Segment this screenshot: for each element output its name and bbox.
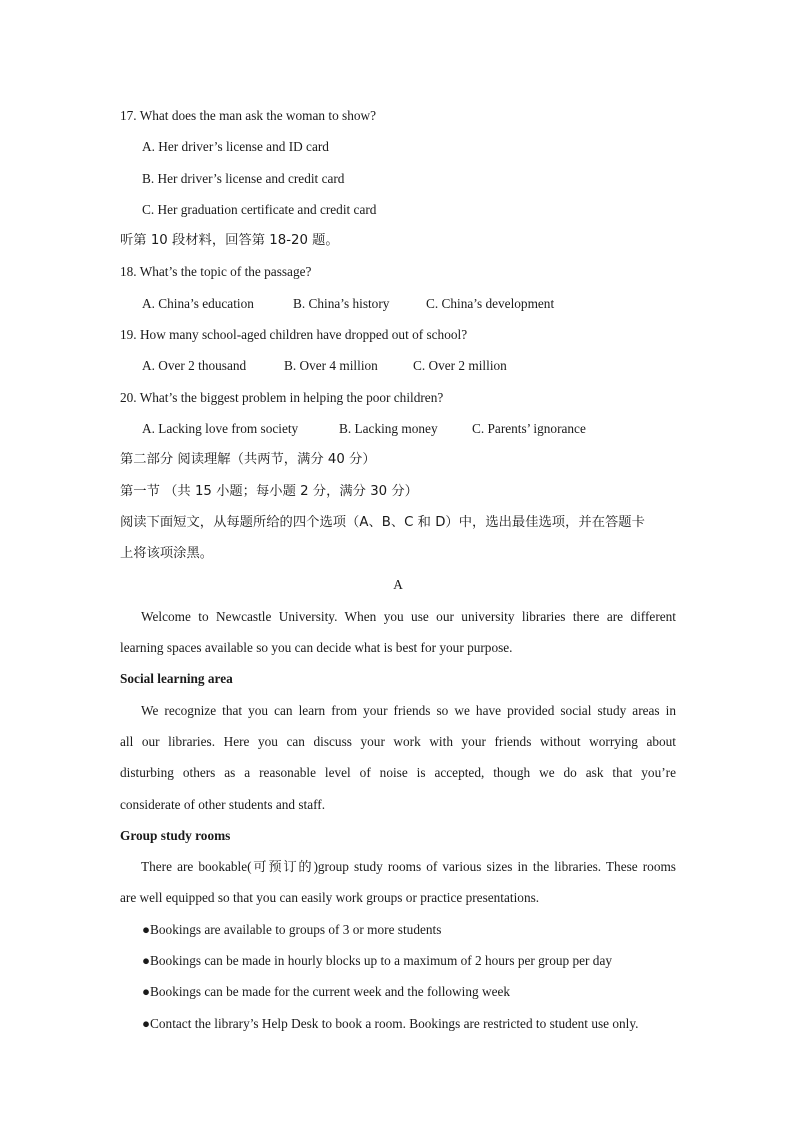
question-18-option-b: B. China’s history (293, 295, 390, 311)
question-17-option-c: C. Her graduation certificate and credit card (142, 201, 377, 217)
bullet-item: ●Bookings can be made for the current week and the following week (142, 984, 511, 1000)
reading-instruction-line-1: 阅读下面短文，从每题所给的四个选项（A、B、C 和 D）中，选出最佳选项，并在答题卡 (120, 514, 645, 530)
bullet-item: ●Bookings are available to groups of 3 or more students (142, 921, 442, 937)
social-line-3: disturbing others as a reasonable level of noise is accepted, though we do ask that you’re (120, 765, 676, 781)
bullet-item: ●Bookings can be made in hourly blocks up to a maximum of 2 hours per group per day (142, 953, 613, 969)
passage-label: A (393, 577, 403, 593)
social-line-1: We recognize that you can learn from your friends so we have provided social study areas in (141, 702, 676, 718)
question-20-option-c: C. Parents’ ignorance (472, 420, 586, 436)
group-paragraph (120, 851, 676, 914)
intro-line-1: Welcome to Newcastle University. When you use our university libraries there are different (141, 608, 676, 624)
section-1-title: 第一节 （共 15 小题；每小题 2 分，满分 30 分） (120, 483, 418, 499)
question-20-options (120, 413, 676, 444)
social-paragraph (120, 695, 676, 820)
intro-line-2: learning spaces available so you can decide what is best for your purpose. (120, 640, 513, 656)
question-19-stem: 19. How many school-aged children have dropped out of school? (120, 327, 468, 343)
instruction-material-10: 听第 10 段材料，回答第 18-20 题。 (120, 233, 339, 249)
question-20-option-b: B. Lacking money (339, 420, 438, 436)
social-learning-heading: Social learning area (120, 671, 233, 687)
question-20-stem: 20. What’s the biggest problem in helping the poor children? (120, 389, 444, 405)
social-line-4: considerate of other students and staff. (120, 796, 326, 812)
question-17-stem: 17. What does the man ask the woman to show? (120, 108, 377, 123)
question-19-option-c: C. Over 2 million (413, 358, 507, 374)
question-19-options (120, 350, 676, 381)
bullet-item: ●Contact the library’s Help Desk to book a room. Bookings are restricted to student use only. (142, 1015, 639, 1031)
reading-instruction-line-2: 上将该项涂黑。 (120, 546, 214, 562)
question-18-option-c: C. China’s development (426, 295, 555, 311)
question-18-options (120, 288, 676, 319)
question-19-option-b: B. Over 4 million (284, 358, 378, 374)
question-18-stem: 18. What’s the topic of the passage? (120, 264, 312, 280)
group-study-heading: Group study rooms (120, 827, 231, 843)
question-19-option-a: A. Over 2 thousand (142, 358, 247, 374)
question-20-option-a: A. Lacking love from society (142, 420, 299, 436)
social-line-2: all our libraries. Here you can discuss your work with your friends without worrying about (120, 733, 676, 749)
question-17-option-b: B. Her driver’s license and credit card (142, 170, 345, 186)
document-page (120, 100, 676, 1039)
group-line-1: There are bookable(可预订的)group study rooms of various sizes in the libraries. These rooms (141, 859, 676, 875)
intro-paragraph (120, 601, 676, 664)
question-18-option-a: A. China’s education (142, 295, 254, 311)
group-line-2: are well equipped so that you can easily work groups or practice presentations. (120, 890, 540, 906)
part-2-title: 第二部分 阅读理解（共两节，满分 40 分） (120, 452, 376, 468)
question-17-option-a: A. Her driver’s license and ID card (142, 139, 329, 155)
